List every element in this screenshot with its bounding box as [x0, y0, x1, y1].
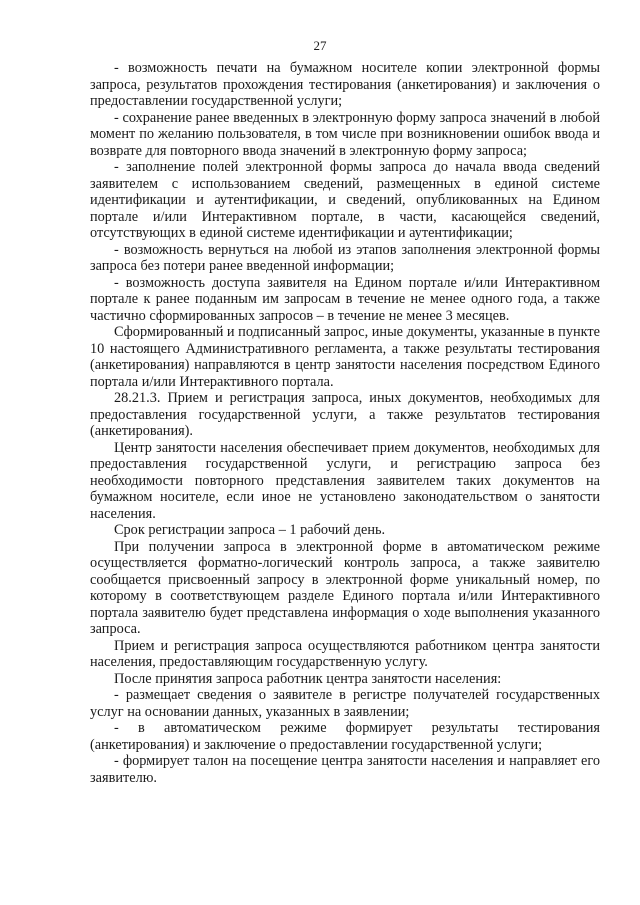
paragraph-save-values: - сохранение ранее введенных в электронную форму запроса значений в любой момент по желанию пользователя, в том числе при возникновении ошибок ввода и возврате для повторного ввода значений в электронную форму запроса;: [90, 109, 600, 159]
paragraph-return-to-step: - возможность вернуться на любой из этапов заполнения электронной формы запроса без потери ранее введенной информации;: [90, 241, 600, 274]
paragraph-test-results: - в автоматическом режиме формирует результаты тестирования (анкетирования) и заключение о предоставлении государственной услуги;: [90, 720, 600, 753]
document-body: [90, 60, 600, 786]
paragraph-registry-entry: - размещает сведения о заявителе в регистре получателей государственных услуг на основании данных, указанных в заявлении;: [90, 687, 600, 720]
paragraph-request-sent: Сформированный и подписанный запрос, иные документы, указанные в пункте 10 настоящего Административного регламента, а также результаты тестирования (анкетирования) направляются в центр занятости населения посредством Единого портала и/или Интерактивного портала.: [90, 324, 600, 390]
paragraph-section-28-21-3: 28.21.3. Прием и регистрация запроса, иных документов, необходимых для предоставления государственной услуги, а также результатов тестирования (анкетирования).: [90, 390, 600, 439]
page-number: 27: [313, 38, 327, 53]
paragraph-after-acceptance: После принятия запроса работник центра занятости населения:: [114, 670, 502, 687]
paragraph-autofill-fields: - заполнение полей электронной формы запроса до начала ввода сведений заявителем с использованием сведений, размещенных в единой системе идентификации и аутентификации, и сведений, опубликованных на Едином портале и/или Интерактивном портале, в части, касающейся сведений, отсутствующих в единой системе идентификации и аутентификации;: [90, 159, 600, 241]
paragraph-visit-ticket: - формирует талон на посещение центра занятости населения и направляет его заявителю.: [90, 753, 600, 786]
paragraph-access-requests: - возможность доступа заявителя на Едином портале и/или Интерактивном портале к ранее поданным им запросам в течение не менее одного года, а также частично сформированных запросов – в течение не менее 3 месяцев.: [90, 274, 600, 324]
paragraph-registration-term: Срок регистрации запроса – 1 рабочий день.: [114, 522, 386, 538]
paragraph-registration-by-worker: Прием и регистрация запроса осуществляются работником центра занятости населения, предоставляющим государственную услугу.: [90, 637, 600, 670]
paragraph-automatic-control: При получении запроса в электронной форме в автоматическом режиме осуществляется форматно-логический контроль запроса, а также заявителю сообщается присвоенный запросу в электронной форме уникальный номер, по которому в соответствующем разделе Единого портала и/или Интерактивного портала заявителю будет представлена информация о ходе выполнения указанного запроса.: [90, 538, 600, 637]
paragraph-center-accepts: Центр занятости населения обеспечивает прием документов, необходимых для предоставления государственной услуги, и регистрацию запроса без необходимости повторного представления заявителем таких документов на бумажном носителе, если иное не установлено законодательством о занятости населения.: [90, 439, 600, 522]
paragraph-print-copy: - возможность печати на бумажном носителе копии электронной формы запроса, результатов прохождения тестирования (анкетирования) и заключения о предоставлении государственной услуги;: [90, 60, 600, 109]
